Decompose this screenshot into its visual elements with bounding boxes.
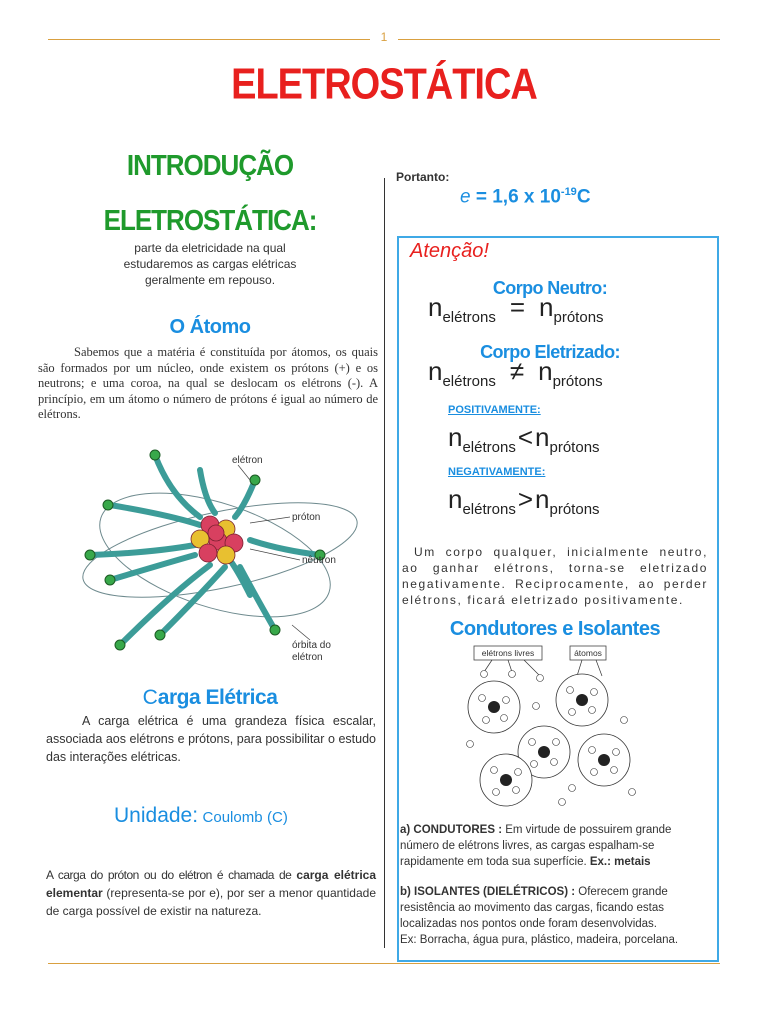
positivamente-label: POSITIVAMENTE: <box>448 404 541 416</box>
n-symbol: n <box>539 292 554 322</box>
n-symbol: n <box>428 356 443 386</box>
n-symbol: n <box>535 484 550 514</box>
definition-line: parte da eletricidade na qual <box>134 241 286 255</box>
condutores-example: Ex.: metais <box>589 856 651 868</box>
n-symbol: n <box>448 484 463 514</box>
sub-eletrons: elétrons <box>442 309 496 326</box>
n-symbol: n <box>538 356 553 386</box>
operator-greater: > <box>517 484 534 514</box>
equation-positivo <box>448 422 600 456</box>
definition-line: geralmente em repouso. <box>144 273 276 287</box>
attention-label: Atenção! <box>410 240 489 262</box>
unidade-symbol: (C) <box>267 809 288 826</box>
sub-eletrons: elétrons <box>462 439 516 456</box>
isolantes-text: Oferecem grande resistência ao movimento das cargas, ficando estas localizadas nos pontos onde foram desenvolvidas. <box>400 886 668 930</box>
isolantes-paragraph <box>400 884 708 948</box>
carga-paragraph: A carga elétrica é uma grandeza física escalar, associada aos elétrons e prótons, para possibilitar o estudo das interações elétricas. <box>46 714 376 764</box>
operator-less: < <box>517 422 534 452</box>
isolantes-example: Ex: Borracha, água pura, plástico, madeira, porcelana. <box>400 934 679 946</box>
atom-illustration <box>50 445 370 665</box>
atomo-heading: O Átomo <box>169 316 251 338</box>
sub-eletrons: elétrons <box>442 373 496 390</box>
eletrostatica-heading: ELETROSTÁTICA: <box>103 203 317 237</box>
sub-protons: prótons <box>552 373 603 390</box>
label-eletron: elétron <box>232 455 263 466</box>
equation-eletrizado <box>428 356 603 390</box>
column-divider <box>384 178 385 948</box>
label-orbita-1: órbita do <box>292 640 331 651</box>
condutores-heading: Condutores e Isolantes <box>449 618 661 640</box>
label-proton: próton <box>292 512 321 523</box>
condutores-label: a) CONDUTORES : <box>400 824 503 836</box>
page-number: 1 <box>380 30 388 44</box>
operator-notequal: ≠ <box>509 356 525 386</box>
isolantes-label: b) ISOLANTES (DIELÉTRICOS) : <box>400 886 576 898</box>
condutores-text: Em virtude de possuirem grande número de elétrons livres, as cargas espalham-se rapidamente em toda sua superfície. <box>400 824 672 868</box>
e-symbol: e <box>460 186 471 208</box>
corpo-eletrizado-heading: Corpo Eletrizado: <box>480 342 620 362</box>
fig-label-atomos: átomos <box>574 648 602 658</box>
e-exponent: -19 <box>560 186 577 198</box>
elementar-bold: carga elétrica elementar <box>46 868 376 900</box>
n-symbol: n <box>535 422 550 452</box>
corpo-paragraph: Um corpo qualquer, inicialmente neutro, ao ganhar elétrons, torna-se eletrizado negativamente. Reciprocamente, ao perder elétrons, ficará eletrizado positivamente. <box>402 545 708 607</box>
equation-neutro <box>428 292 604 326</box>
footer-rule <box>48 963 720 964</box>
e-unit: C <box>576 186 591 208</box>
header-rule-right <box>398 39 720 40</box>
sub-protons: prótons <box>549 501 600 518</box>
elementary-charge-value <box>460 186 591 208</box>
e-value: = 1,6 x 10 <box>470 186 561 208</box>
label-neutron: nêutron <box>302 555 336 566</box>
sub-protons: prótons <box>549 439 600 456</box>
corpo-neutro-heading: Corpo Neutro: <box>492 278 608 298</box>
carga-heading-rest: arga Elétrica <box>157 686 278 709</box>
unidade-line <box>114 804 288 828</box>
n-symbol: n <box>448 422 463 452</box>
portanto-label: Portanto: <box>396 170 450 184</box>
operator-equal: = <box>509 292 526 322</box>
condutores-paragraph <box>400 822 708 870</box>
elementar-paragraph <box>46 866 376 920</box>
negativamente-label: NEGATIVAMENTE: <box>448 466 546 478</box>
atomo-paragraph: Sabemos que a matéria é constituída por átomos, os quais são formados por um núcleo, onde existem os prótons (+) e os neutrons; e uma coroa, na qual se deslocam os elétrons (-). A princípio, em um átomo o número de prótons é igual ao número de elétrons. <box>38 345 378 421</box>
condutores-illustration <box>462 642 642 812</box>
carga-heading <box>100 686 320 710</box>
elementar-text-1: A carga do próton ou do elétron é chamada de <box>46 868 297 882</box>
unidade-value: Coulomb <box>202 809 263 826</box>
eletrostatica-definition <box>80 240 340 288</box>
intro-heading: INTRODUÇÃO <box>126 148 294 182</box>
label-orbita-2: elétron <box>292 652 323 663</box>
carga-heading-first: C <box>142 686 158 709</box>
n-symbol: n <box>428 292 443 322</box>
definition-line: estudaremos as cargas elétricas <box>123 257 297 271</box>
page-title: ELETROSTÁTICA <box>231 60 537 110</box>
sub-eletrons: elétrons <box>462 501 516 518</box>
elementar-text-2: (representa-se por e), por ser a menor quantidade de carga possível de existir na natureza. <box>46 886 376 918</box>
unidade-label: Unidade: <box>114 804 199 827</box>
equation-negativo <box>448 484 600 518</box>
sub-protons: prótons <box>553 309 604 326</box>
header-rule-left <box>48 39 370 40</box>
fig-label-livres: elétrons livres <box>481 648 535 658</box>
